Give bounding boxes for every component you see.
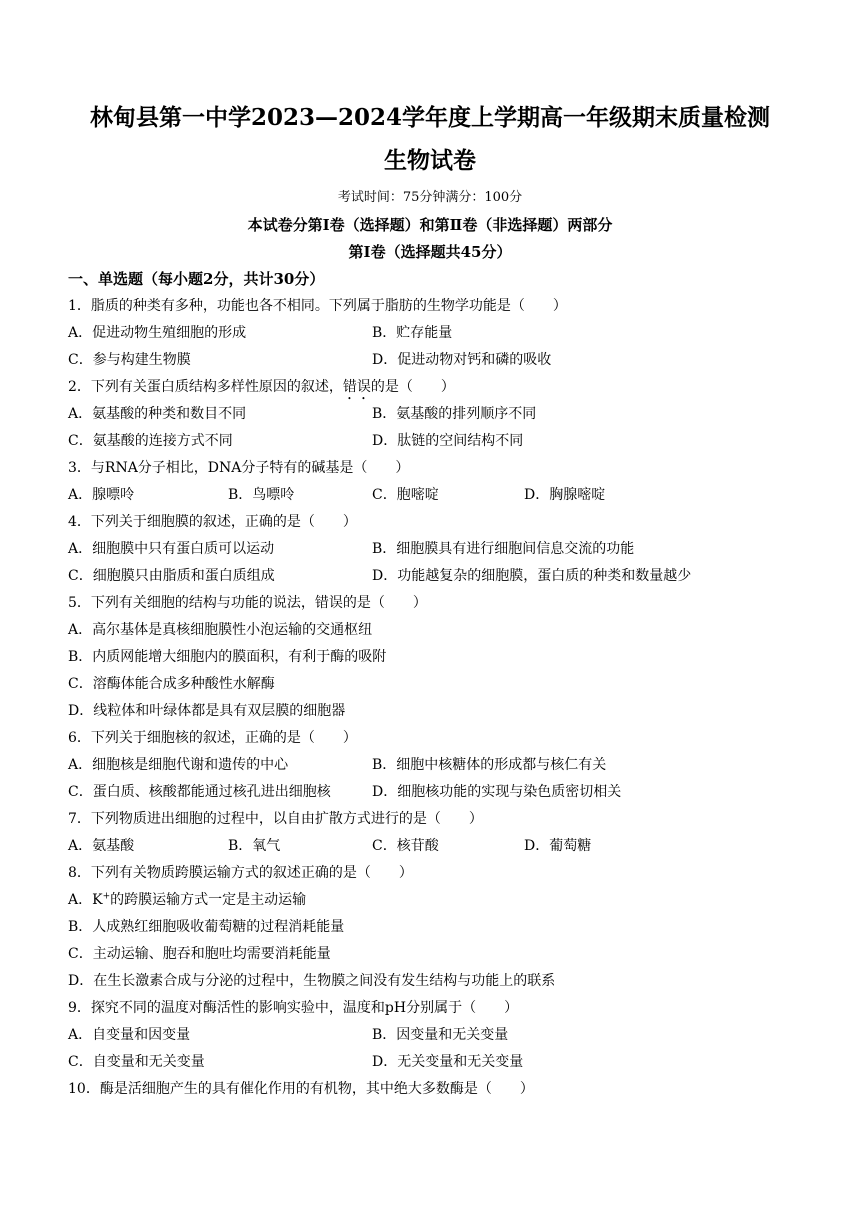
paper-note: 本试卷分第Ⅰ卷（选择题）和第Ⅱ卷（非选择题）两部分	[247, 216, 613, 234]
option-d: D．在生长激素合成与分泌的过程中，生物膜之间没有发生结构与功能上的联系	[68, 973, 556, 989]
question-1-options-row1	[68, 322, 808, 344]
option-d: D．胸腺嘧啶	[524, 487, 606, 503]
option-b: B．氧气	[228, 838, 281, 854]
question-8-option-c	[68, 943, 808, 965]
question-8-option-a	[68, 889, 808, 911]
question-stem: 6．下列关于细胞核的叙述，正确的是（ ）	[68, 730, 357, 746]
question-3-stem	[68, 457, 808, 479]
option-a-post: 的跨膜运输方式一定是主动运输	[110, 892, 307, 908]
question-stem: 3．与RNA分子相比，DNA分子特有的碱基是（ ）	[68, 460, 410, 476]
option-b: B．人成熟红细胞吸收葡萄糖的过程消耗能量	[68, 919, 345, 935]
question-stem: 4．下列关于细胞膜的叙述，正确的是（ ）	[68, 514, 357, 530]
section-title: 一、单选题（每小题2分，共计30分）	[68, 270, 325, 288]
option-a: A．高尔基体是真核细胞膜性小泡运输的交通枢纽	[68, 622, 373, 638]
option-c: C．核苷酸	[372, 838, 439, 854]
emphasis-word: 错误	[342, 379, 371, 395]
question-4-options-row2	[68, 565, 808, 587]
question-1-options-row2	[68, 349, 808, 371]
question-stem: 9．探究不同的温度对酶活性的影响实验中，温度和pH分别属于（ ）	[68, 1000, 519, 1016]
question-stem	[68, 376, 455, 403]
option-b: B．细胞中核糖体的形成都与核仁有关	[372, 757, 607, 773]
question-8-stem	[68, 862, 808, 884]
question-2-options-row2	[68, 430, 808, 452]
question-4-stem	[68, 511, 808, 533]
option-c: C．氨基酸的连接方式不同	[68, 433, 233, 449]
question-5-stem	[68, 592, 808, 614]
question-2-options-row1	[68, 403, 808, 425]
option-b: B．因变量和无关变量	[372, 1027, 509, 1043]
option-c: C．蛋白质、核酸都能通过核孔进出细胞核	[68, 784, 331, 800]
question-9-options-row1	[68, 1024, 808, 1046]
question-6-options-row2	[68, 781, 808, 803]
question-5-option-b	[68, 646, 808, 668]
option-b: B．细胞膜具有进行细胞间信息交流的功能	[372, 541, 635, 557]
option-d: D．细胞核功能的实现与染色质密切相关	[372, 784, 622, 800]
option-b: B．鸟嘌呤	[228, 487, 295, 503]
question-2-stem	[68, 376, 808, 398]
subject-title: 生物试卷	[384, 147, 476, 174]
option-c: C．自变量和无关变量	[68, 1054, 205, 1070]
question-1-stem	[68, 295, 808, 317]
option-a: A．氨基酸	[68, 838, 135, 854]
stem-pre: 2．下列有关蛋白质结构多样性原因的叙述，	[68, 379, 343, 395]
option-c: C．溶酶体能合成多种酸性水解酶	[68, 676, 275, 692]
question-stem: 5．下列有关细胞的结构与功能的说法，错误的是（ ）	[68, 595, 427, 611]
option-c: C．参与构建生物膜	[68, 352, 191, 368]
part-title: 第Ⅰ卷（选择题共45分）	[348, 243, 512, 261]
question-10-stem	[68, 1078, 808, 1100]
question-7-stem	[68, 808, 808, 830]
question-9-stem	[68, 997, 808, 1019]
question-3-options	[68, 484, 808, 506]
stem-post: 的是（ ）	[370, 379, 455, 395]
option-a: A．氨基酸的种类和数目不同	[68, 406, 247, 422]
question-5-option-d	[68, 700, 808, 722]
option-a: A．细胞膜中只有蛋白质可以运动	[68, 541, 275, 557]
question-stem: 7．下列物质进出细胞的过程中，以自由扩散方式进行的是（ ）	[68, 811, 483, 827]
option-b: B．氨基酸的排列顺序不同	[372, 406, 537, 422]
option-a: A．自变量和因变量	[68, 1027, 191, 1043]
option-d: D．功能越复杂的细胞膜，蛋白质的种类和数量越少	[372, 568, 692, 584]
option-a-pre: A．K	[68, 892, 103, 908]
option-b: B．贮存能量	[372, 325, 453, 341]
question-6-options-row1	[68, 754, 808, 776]
question-stem: 1．脂质的种类有多种，功能也各不相同。下列属于脂肪的生物学功能是（ ）	[68, 298, 567, 314]
question-4-options-row1	[68, 538, 808, 560]
exam-title: 林甸县第一中学2023—2024学年度上学期高一年级期末质量检测	[89, 104, 771, 131]
option-d: D．线粒体和叶绿体都是具有双层膜的细胞器	[68, 703, 346, 719]
option-a: A．腺嘌呤	[68, 487, 135, 503]
option-d: D．促进动物对钙和磷的吸收	[372, 352, 552, 368]
potassium-charge: +	[102, 891, 111, 902]
option-d: D．肽链的空间结构不同	[372, 433, 524, 449]
option-a	[68, 889, 306, 911]
exam-info: 考试时间：75分钟满分：100分	[337, 190, 523, 205]
option-c: C．细胞膜只由脂质和蛋白质组成	[68, 568, 275, 584]
question-8-option-b	[68, 916, 808, 938]
option-a: A．促进动物生殖细胞的形成	[68, 325, 247, 341]
question-6-stem	[68, 727, 808, 749]
question-8-option-d	[68, 970, 808, 992]
option-d: D．无关变量和无关变量	[372, 1054, 524, 1070]
option-c: C．胞嘧啶	[372, 487, 439, 503]
option-d: D．葡萄糖	[524, 838, 592, 854]
question-9-options-row2	[68, 1051, 808, 1073]
question-5-option-a	[68, 619, 808, 641]
question-7-options	[68, 835, 808, 857]
question-stem: 10．酶是活细胞产生的具有催化作用的有机物，其中绝大多数酶是（ ）	[68, 1081, 534, 1097]
option-b: B．内质网能增大细胞内的膜面积，有利于酶的吸附	[68, 649, 387, 665]
question-stem: 8．下列有关物质跨膜运输方式的叙述正确的是（ ）	[68, 865, 413, 881]
option-c: C．主动运输、胞吞和胞吐均需要消耗能量	[68, 946, 331, 962]
option-a: A．细胞核是细胞代谢和遗传的中心	[68, 757, 289, 773]
question-5-option-c	[68, 673, 808, 695]
